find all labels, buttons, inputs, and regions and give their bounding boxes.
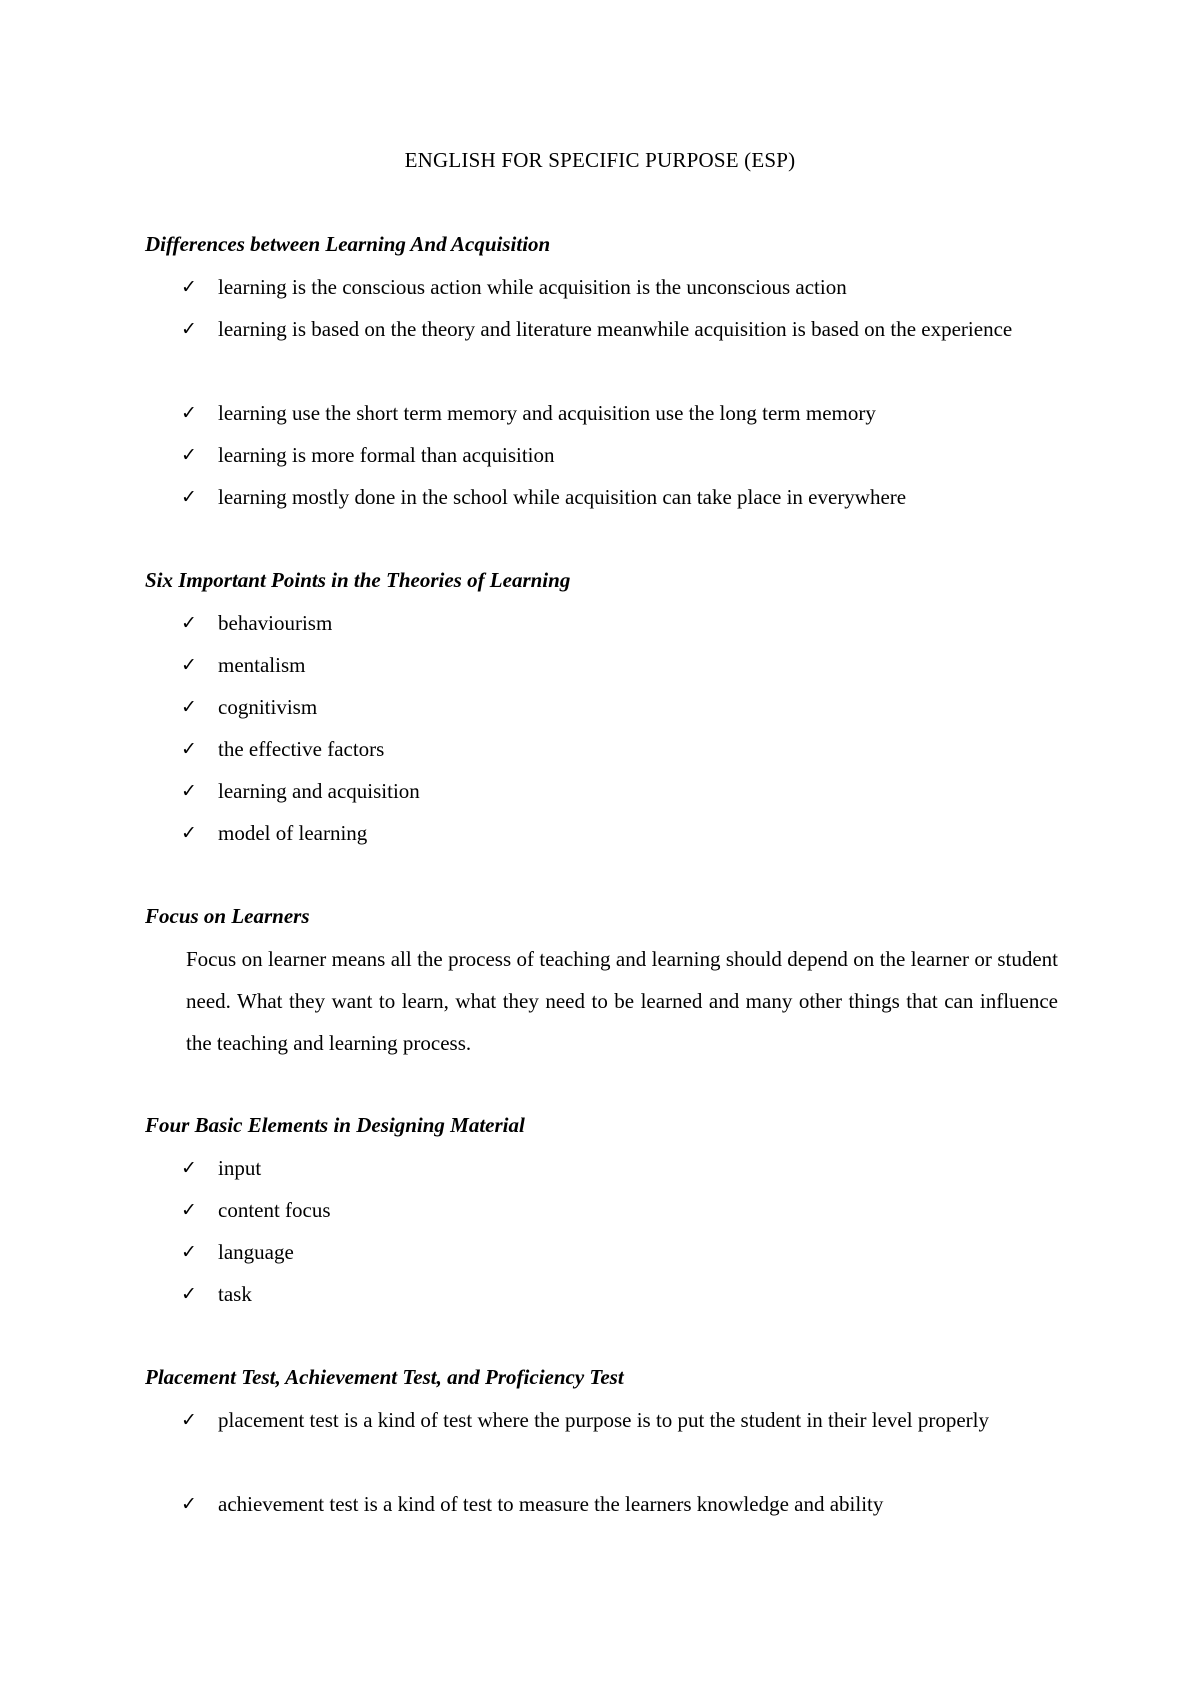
checkmark-icon: ✓: [181, 822, 197, 844]
checkmark-icon: ✓: [181, 402, 197, 424]
list-item: ✓ achievement test is a kind of test to measure the learners knowledge and ability: [218, 1483, 1058, 1525]
section-heading-tests: Placement Test, Achievement Test, and Proficiency Test: [145, 1365, 624, 1389]
section-heading-learning-vs-acquisition: Differences between Learning And Acquisition: [145, 232, 551, 256]
list-item: ✓ learning is more formal than acquisition: [218, 434, 1058, 476]
checkmark-icon: ✓: [181, 486, 197, 508]
checkmark-icon: ✓: [181, 780, 197, 802]
checkmark-icon: ✓: [181, 654, 197, 676]
list-item: ✓ task: [218, 1273, 1058, 1315]
list-item: ✓ language: [218, 1231, 1058, 1273]
section-heading-focus-on-learners: Focus on Learners: [145, 904, 310, 928]
checkmark-icon: ✓: [181, 1409, 197, 1431]
list-item: ✓ learning is the conscious action while acquisition is the unconscious action: [218, 266, 1058, 308]
section-heading-theories-of-learning: Six Important Points in the Theories of Learning: [145, 568, 571, 592]
list-item: ✓ model of learning: [218, 812, 1058, 854]
checkmark-icon: ✓: [181, 276, 197, 298]
checkmark-icon: ✓: [181, 1199, 197, 1221]
checkmark-icon: ✓: [181, 612, 197, 634]
checkmark-icon: ✓: [181, 1241, 197, 1263]
list-item: ✓ behaviourism: [218, 602, 1058, 644]
document-title: ENGLISH FOR SPECIFIC PURPOSE (ESP): [404, 148, 796, 172]
list-item: ✓ learning mostly done in the school while acquisition can take place in everywhere: [218, 476, 1058, 518]
list-item: ✓ cognitivism: [218, 686, 1058, 728]
checkmark-icon: ✓: [181, 1283, 197, 1305]
checkmark-icon: ✓: [181, 444, 197, 466]
checkmark-icon: ✓: [181, 738, 197, 760]
checkmark-icon: ✓: [181, 1157, 197, 1179]
section-heading-designing-material: Four Basic Elements in Designing Material: [145, 1113, 525, 1137]
list-item: ✓ content focus: [218, 1189, 1058, 1231]
checkmark-icon: ✓: [181, 696, 197, 718]
list-item: ✓ input: [218, 1147, 1058, 1189]
paragraph-focus-on-learners: Focus on learner means all the process of teaching and learning should depend on the learner or student need. What they want to learn, what they need to be learned and many other things that can influence the teaching and learning process.: [186, 947, 1058, 1055]
checkmark-icon: ✓: [181, 1493, 197, 1515]
list-item: ✓ the effective factors: [218, 728, 1058, 770]
list-item: ✓ learning use the short term memory and acquisition use the long term memory: [218, 392, 1058, 434]
list-item: ✓ learning is based on the theory and literature meanwhile acquisition is based on the experience: [218, 308, 1058, 350]
checkmark-icon: ✓: [181, 318, 197, 340]
list-item: ✓ mentalism: [218, 644, 1058, 686]
list-item: ✓ placement test is a kind of test where the purpose is to put the student in their level properly: [218, 1399, 1058, 1441]
list-item: ✓ learning and acquisition: [218, 770, 1058, 812]
